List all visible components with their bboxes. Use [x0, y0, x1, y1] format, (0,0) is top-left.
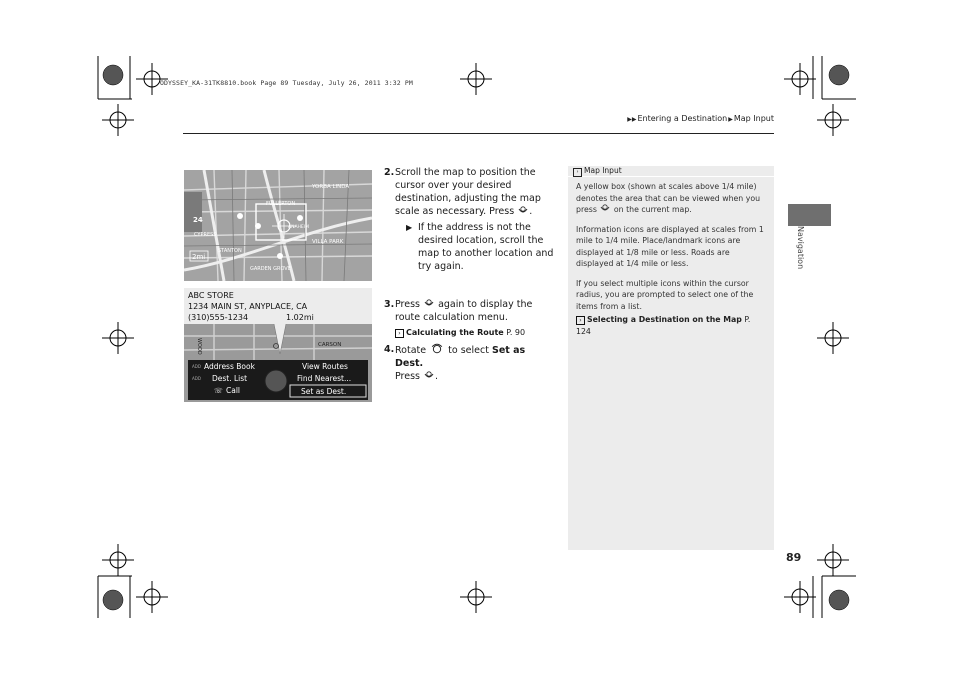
cross-reference-page: P. 90 [506, 328, 526, 337]
poi-icon [297, 215, 303, 221]
step-number: 3. [384, 299, 395, 310]
map-label: FULLERTON [266, 201, 296, 207]
poi-icon [255, 223, 261, 229]
breadcrumb-arrow-icon: ▶ [728, 116, 733, 123]
address-book-option[interactable]: Address Book [204, 362, 255, 371]
step-4 [384, 343, 554, 383]
store-address: 1234 MAIN ST, ANYPLACE, CA [188, 302, 308, 311]
step-number: 4. [384, 344, 395, 355]
page-number: 89 [786, 551, 802, 564]
map-view [184, 170, 372, 281]
call-option[interactable]: Call [226, 386, 241, 395]
dest-list-icon: ADD [192, 376, 201, 381]
note-paragraph: Information icons are displayed at scales from 1 mile to 1/4 mile. Place/landmark icons are displayed at 1/8 mile or less. Roads are displayed at 1/4 mile or less. [576, 224, 764, 268]
side-note [568, 166, 774, 550]
section-tab [788, 204, 831, 226]
step-number: 2. [384, 167, 395, 178]
breadcrumb-level2: Map Input [733, 114, 774, 123]
enter-button-icon [424, 371, 434, 380]
step-2 [384, 166, 554, 273]
map-label: GARDEN GROVE [250, 266, 291, 272]
map-scale: 2mi [192, 253, 206, 261]
set-as-dest-option[interactable]: Set as Dest. [301, 387, 347, 396]
interface-dial-icon [265, 370, 287, 392]
dest-list-option[interactable]: Dest. List [212, 374, 248, 383]
cross-reference[interactable] [576, 314, 766, 337]
step-text: Scroll the map to position the cursor over your desired destination, adjusting the map scale as necessary. Press [395, 167, 541, 217]
street-label: CARSON [318, 342, 342, 348]
store-distance: 1.02mi [286, 313, 314, 322]
print-header: ODYSSEY_KA-31TK8810.book Page 89 Tuesday, July 26, 2011 3:32 PM [160, 79, 413, 87]
map-label: VILLA PARK [312, 239, 344, 245]
poi-icon [237, 213, 243, 219]
phone-icon: ☏ [214, 387, 223, 395]
address-book-icon: ADD [192, 364, 201, 369]
poi-icon [277, 253, 283, 259]
store-phone: (310)555-1234 [188, 313, 249, 322]
step-note-text: If the address is not the desired location, scroll the map to another location and try again. [418, 222, 554, 272]
header-rule [183, 133, 774, 134]
breadcrumb-level1: Entering a Destination [637, 114, 728, 123]
note-arrow-icon: ▶ [406, 223, 413, 232]
map-label: YORBA LINDA [312, 184, 350, 190]
map-screenshot [184, 170, 372, 281]
note-text: A yellow box (shown at scales above 1/4 mile) denotes the area that can be viewed when you press [576, 182, 761, 214]
step-text: to select [448, 345, 489, 356]
step-text: Press [395, 299, 421, 310]
map-label: CYPRESS [194, 232, 217, 238]
step-text-end: . [435, 371, 439, 382]
step-bold-text: Set as Dest. [395, 345, 526, 369]
breadcrumb [626, 114, 774, 123]
cross-reference-label: Selecting a Destination on the Map [587, 315, 742, 324]
note-paragraph: If you select multiple icons within the cursor radius, you are prompted to select one of the items from a list. [576, 278, 754, 311]
enter-button-icon [518, 206, 528, 215]
map-label: STANTON [218, 248, 242, 254]
rotate-dial-icon [430, 343, 444, 354]
cross-reference-icon: › [576, 316, 585, 325]
note-paragraph [576, 181, 766, 216]
breadcrumb-arrow-icon: ▶▶ [627, 116, 637, 123]
find-nearest-option[interactable]: Find Nearest... [297, 374, 352, 383]
view-routes-option[interactable]: View Routes [302, 362, 348, 371]
side-note-header [568, 166, 774, 177]
step-text: Press [395, 371, 421, 382]
route-menu-view [184, 288, 372, 402]
step-text-end: . [529, 206, 533, 217]
enter-button-icon [424, 299, 434, 308]
route-menu-screenshot [184, 288, 372, 402]
cross-reference-label: Calculating the Route [406, 328, 504, 337]
side-note-body [568, 177, 774, 337]
enter-button-icon [600, 204, 610, 213]
cross-reference-page: P. 124 [576, 315, 751, 336]
step-3 [384, 298, 554, 339]
step-note [395, 221, 554, 273]
instruction-steps [384, 166, 554, 383]
cross-reference-icon: › [395, 329, 404, 338]
cross-reference[interactable] [395, 326, 554, 339]
step-text: Rotate [395, 345, 427, 356]
highway-shield: 24 [193, 216, 203, 224]
map-label: ANAHEIM [288, 225, 309, 230]
section-tab-label: Navigation [796, 226, 805, 270]
note-icon: › [573, 168, 582, 177]
note-text: on the current map. [613, 205, 692, 214]
side-note-title: Map Input [584, 166, 622, 175]
step-text: again to display the route calculation menu. [395, 299, 533, 323]
store-name: ABC STORE [188, 291, 234, 300]
street-label: WOOD [196, 338, 202, 355]
